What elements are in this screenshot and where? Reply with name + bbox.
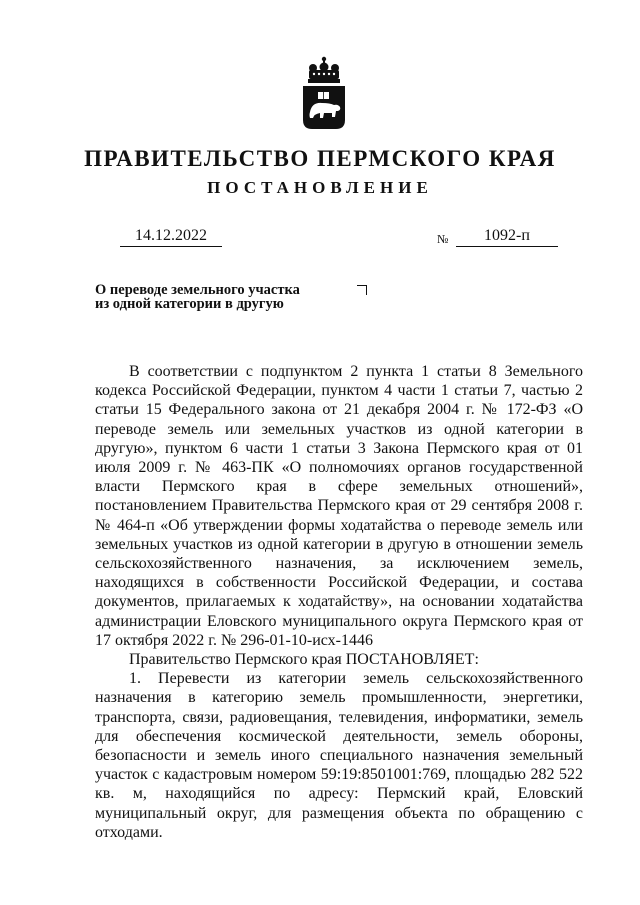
subject-line-2: из одной категории в другую xyxy=(95,296,284,312)
corner-bracket xyxy=(357,285,367,295)
item-1-paragraph: 1. Перевести из категории земель сельскохозяйственного назначения в категорию земель промышленности, энергетики, транспорта, связи, радиовещания, телевидения, информатики, земель для обеспечения космической деятельности, земель обороны, безопасности и земель иного специального назначения земельный участок с кадастровым номером 59:19:8501001:769, площадью 282 522 кв. м, находящийся по адресу: Пермский край, Еловский муниципальный округ, для размещения объекта по обращению с отходами. xyxy=(95,670,583,841)
resolves-paragraph: Правительство Пермского края ПОСТАНОВЛЯЕТ: xyxy=(129,651,479,669)
document-number: 1092-п xyxy=(456,226,558,247)
document-type: ПОСТАНОВЛЕНИЕ xyxy=(207,178,433,197)
coat-of-arms-icon xyxy=(300,56,348,134)
document-date: 14.12.2022 xyxy=(120,226,222,247)
government-title: ПРАВИТЕЛЬСТВО ПЕРМСКОГО КРАЯ xyxy=(84,146,556,171)
document-subject xyxy=(95,283,345,311)
number-label: № xyxy=(437,232,449,246)
document-body xyxy=(95,362,583,842)
subject-line-1: О переводе земельного участка xyxy=(95,282,300,298)
preamble-paragraph: В соответствии с подпунктом 2 пункта 1 статьи 8 Земельного кодекса Российской Федерации, пунктом 4 части 1 статьи 7, частью 2 статьи 15 Федерального закона от 21 декабря 2004 г. № 172-ФЗ «О переводе земель или земельных участков из одной категории в другую», пунктом 6 части 1 статьи 3 Закона Пермского края от 01 июля 2009 г. № 463-ПК «О полномочиях органов государственной власти Пермского края в сфере земельных отношений», постановлением Правительства Пермского края от 29 сентября 2008 г. № 464-п «Об утверждении формы ходатайства о переводе земель или земельных участков из одной категории в другую в отношении земель сельскохозяйственного назначения, за исключением земель, находящихся в собственности Российской Федерации, и состава документов, прилагаемых к ходатайству», на основании ходатайства администрации Еловского муниципального округа Пермского края от 17 октября 2022 г. № 296-01-10-исх-1446 xyxy=(95,363,583,649)
